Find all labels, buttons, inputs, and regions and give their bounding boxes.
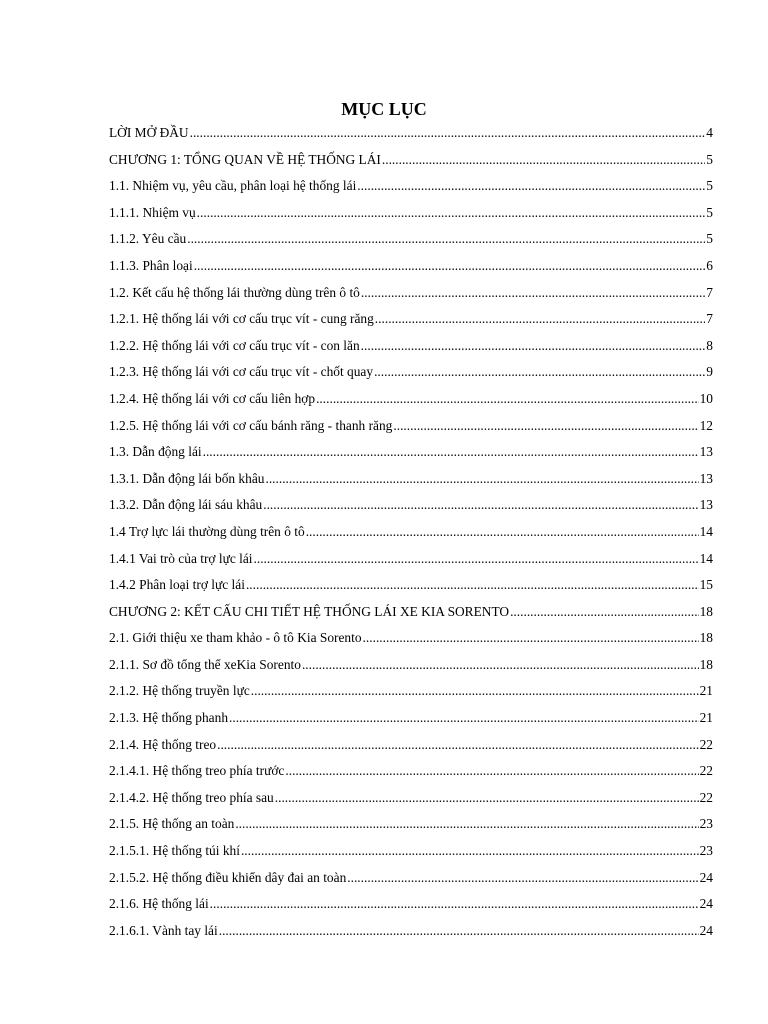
page-title: MỤC LỤC <box>341 99 427 119</box>
toc-entry[interactable] <box>109 386 713 413</box>
toc-entry[interactable] <box>109 546 713 573</box>
toc-entry-label: 1.4.1 Vai trò của trợ lực lái <box>109 550 253 566</box>
dot-leader <box>357 173 705 200</box>
toc-entry[interactable] <box>109 200 713 227</box>
toc-entry-label: 2.1.2. Hệ thống truyền lực <box>109 683 250 699</box>
dot-leader <box>393 413 698 440</box>
dot-leader <box>235 811 698 838</box>
toc-entry-label: 1.3.1. Dẫn động lái bốn khâu <box>109 470 265 486</box>
dot-leader <box>229 705 699 732</box>
dot-leader <box>316 386 699 413</box>
toc-entry-label: 2.1.4. Hệ thống treo <box>109 736 217 752</box>
toc-entry-label: 1.3.2. Dẫn động lái sáu khâu <box>109 497 263 513</box>
toc-entry[interactable] <box>109 678 713 705</box>
toc-entry-label: 2.1.4.1. Hệ thống treo phía trước <box>109 763 285 779</box>
toc-entry-label: 2.1.1. Sơ đồ tổng thể xeKia Sorento <box>109 656 301 672</box>
dot-leader <box>510 599 699 626</box>
toc-entry-label: 1.1.3. Phân loại <box>109 257 193 273</box>
dot-leader <box>263 492 698 519</box>
toc-entry-label: 2.1.3. Hệ thống phanh <box>109 710 229 726</box>
toc-entry[interactable] <box>109 732 713 759</box>
dot-leader <box>194 253 706 280</box>
dot-leader <box>190 120 706 147</box>
toc-entry[interactable] <box>109 306 713 333</box>
toc-entry-label: 1.2.4. Hệ thống lái với cơ cấu liên hợp <box>109 390 316 406</box>
toc-entry[interactable] <box>109 705 713 732</box>
toc-entry-page-number: 14 <box>699 550 713 566</box>
toc-entry[interactable] <box>109 173 713 200</box>
toc-entry-page-number: 22 <box>699 789 713 805</box>
toc-entry-page-number: 13 <box>699 444 713 460</box>
dot-leader <box>285 758 698 785</box>
dot-leader <box>347 865 698 892</box>
toc-entry[interactable] <box>109 280 713 307</box>
toc-entry-page-number: 21 <box>699 710 713 726</box>
toc-entry[interactable] <box>109 253 713 280</box>
toc-entry-label: 2.1.5. Hệ thống an toàn <box>109 816 235 832</box>
dot-leader <box>361 280 705 307</box>
dot-leader <box>361 333 706 360</box>
dot-leader <box>217 732 699 759</box>
toc-entry-page-number: 10 <box>699 390 713 406</box>
toc-entry-label: 2.1.6.1. Vành tay lái <box>109 922 218 938</box>
toc-entry[interactable] <box>109 891 713 918</box>
toc-entry[interactable] <box>109 838 713 865</box>
toc-entry[interactable] <box>109 492 713 519</box>
toc-entry-page-number: 21 <box>699 683 713 699</box>
toc-entry-page-number: 15 <box>699 577 713 593</box>
toc-entry-page-number: 18 <box>699 630 713 646</box>
dot-leader <box>302 652 699 679</box>
toc-entry-label: 1.2.3. Hệ thống lái với cơ cấu trục vít - chốt quay <box>109 364 374 380</box>
toc-entry-page-number: 24 <box>699 896 713 912</box>
dot-leader <box>197 200 706 227</box>
toc-entry-label: 1.4 Trợ lực lái thường dùng trên ô tô <box>109 523 305 539</box>
dot-leader <box>306 519 699 546</box>
toc-entry[interactable] <box>109 811 713 838</box>
dot-leader <box>246 572 699 599</box>
toc-entry-label: 1.2.1. Hệ thống lái với cơ cấu trục vít - cung răng <box>109 311 374 327</box>
toc-entry-label: 1.4.2 Phân loại trợ lực lái <box>109 577 245 593</box>
dot-leader <box>187 226 705 253</box>
toc-entry-page-number: 8 <box>706 337 713 353</box>
dot-leader <box>219 918 699 945</box>
toc-entry-page-number: 6 <box>706 257 713 273</box>
toc-entry[interactable] <box>109 226 713 253</box>
table-of-contents <box>109 120 713 944</box>
toc-entry-page-number: 5 <box>706 231 713 247</box>
dot-leader <box>374 359 705 386</box>
toc-entry[interactable] <box>109 333 713 360</box>
dot-leader <box>265 466 698 493</box>
toc-entry-page-number: 18 <box>699 603 713 619</box>
toc-entry-label: 1.2.2. Hệ thống lái với cơ cấu trục vít - con lăn <box>109 337 360 353</box>
dot-leader <box>382 147 705 174</box>
toc-entry[interactable] <box>109 413 713 440</box>
toc-entry[interactable] <box>109 147 713 174</box>
toc-entry-label: 2.1. Giới thiệu xe tham khảo - ô tô Kia Sorento <box>109 630 362 646</box>
toc-entry[interactable] <box>109 625 713 652</box>
toc-entry-label: 1.3. Dẫn động lái <box>109 444 202 460</box>
toc-entry-label: 2.1.5.1. Hệ thống túi khí <box>109 843 240 859</box>
toc-entry-page-number: 7 <box>706 284 713 300</box>
toc-entry[interactable] <box>109 572 713 599</box>
toc-entry-label: 1.1.2. Yêu cầu <box>109 231 187 247</box>
toc-entry-page-number: 5 <box>706 151 713 167</box>
toc-entry-page-number: 14 <box>699 523 713 539</box>
toc-entry[interactable] <box>109 120 713 147</box>
toc-entry-page-number: 9 <box>706 364 713 380</box>
toc-entry-label: 2.1.6. Hệ thống lái <box>109 896 209 912</box>
toc-entry-page-number: 5 <box>706 178 713 194</box>
toc-entry-label: 1.1. Nhiệm vụ, yêu cầu, phân loại hệ thống lái <box>109 178 357 194</box>
toc-entry[interactable] <box>109 359 713 386</box>
dot-leader <box>203 439 699 466</box>
toc-entry-page-number: 7 <box>706 311 713 327</box>
dot-leader <box>275 785 699 812</box>
toc-entry[interactable] <box>109 865 713 892</box>
toc-entry-page-number: 23 <box>699 816 713 832</box>
toc-entry-page-number: 4 <box>706 125 713 140</box>
toc-entry[interactable] <box>109 439 713 466</box>
toc-entry-label: 1.2.5. Hệ thống lái với cơ cấu bánh răng - thanh răng <box>109 417 393 433</box>
toc-entry-page-number: 22 <box>699 763 713 779</box>
toc-entry-page-number: 12 <box>699 417 713 433</box>
toc-entry-page-number: 24 <box>699 922 713 938</box>
toc-entry[interactable] <box>109 519 713 546</box>
toc-entry-page-number: 13 <box>699 497 713 513</box>
toc-entry[interactable] <box>109 652 713 679</box>
dot-leader <box>210 891 699 918</box>
toc-entry-page-number: 22 <box>699 736 713 752</box>
toc-entry-page-number: 18 <box>699 656 713 672</box>
toc-entry-page-number: 24 <box>699 869 713 885</box>
toc-entry-label: 1.2. Kết cấu hệ thống lái thường dùng trên ô tô <box>109 284 360 300</box>
toc-entry[interactable] <box>109 918 713 945</box>
toc-entry-label: LỜI MỞ ĐẦU <box>109 125 189 140</box>
toc-entry-page-number: 23 <box>699 843 713 859</box>
toc-entry[interactable] <box>109 758 713 785</box>
toc-entry-label: 2.1.4.2. Hệ thống treo phía sau <box>109 789 274 805</box>
dot-leader <box>375 306 706 333</box>
toc-entry-page-number: 5 <box>706 204 713 220</box>
dot-leader <box>254 546 699 573</box>
dot-leader <box>251 678 699 705</box>
toc-entry-page-number: 13 <box>699 470 713 486</box>
toc-entry[interactable] <box>109 785 713 812</box>
dot-leader <box>241 838 699 865</box>
toc-entry-label: 2.1.5.2. Hệ thống điều khiển dây đai an toàn <box>109 869 347 885</box>
toc-entry-label: CHƯƠNG 2: KẾT CẤU CHI TIẾT HỆ THỐNG LÁI XE KIA SORENTO <box>109 603 510 619</box>
dot-leader <box>363 625 699 652</box>
toc-entry[interactable] <box>109 599 713 626</box>
toc-entry-label: 1.1.1. Nhiệm vụ <box>109 204 196 220</box>
toc-entry-label: CHƯƠNG 1: TỔNG QUAN VỀ HỆ THỐNG LÁI <box>109 151 381 167</box>
toc-entry[interactable] <box>109 466 713 493</box>
